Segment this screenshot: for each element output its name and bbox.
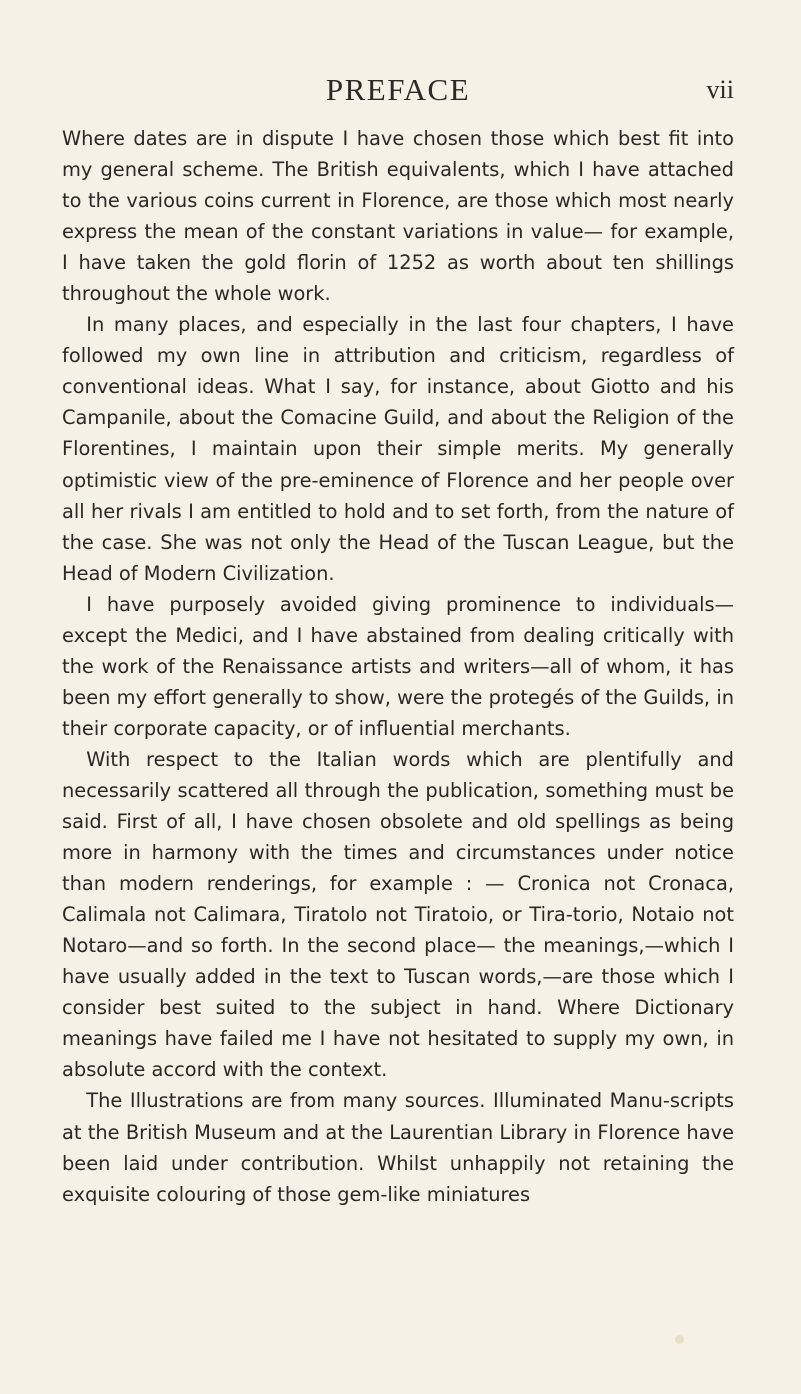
page-title: PREFACE [325, 72, 471, 107]
paragraph-individuals: I have purposely avoided giving prominence to individuals— except the Medici, and I have abstained from dealing critically with the work of the Renaissance artists and writers—all of whom, it has been my effort generally to show, were the protegés of the Guilds, in their corporate capacity, or of influential merchants. [62, 592, 734, 740]
running-head [62, 72, 734, 112]
body-text [62, 123, 734, 1210]
paragraph-italian-words: With respect to the Italian words which are plentifully and necessarily scattered all through the publication, something must be said. First of all, I have chosen obsolete and old spellings as being more in harmony with the times and circumstances under notice than modern renderings, for example : — Cronica not Cronaca, Calimala not Calimara, Tiratolo not Tiratoio, or Tira-torio, Notaio not Notaro—and so forth. In the second place— the meanings,—which I have usually added in the text to Tuscan words,—are those which I consider best suited to the subject in hand. Where Dictionary meanings have failed me I have not hesitated to supply my own, in absolute accord with the context. [62, 747, 734, 1082]
paragraph-illustrations: The Illustrations are from many sources. Illuminated Manu-scripts at the British Museum and at the Laurentian Library in Florence have been laid under contribution. Whilst unhappily not retaining the exquisite colouring of those gem-like miniatures [62, 1089, 734, 1206]
paragraph-dates: Where dates are in dispute I have chosen those which best fit into my general scheme. The British equivalents, which I have attached to the various coins current in Florence, are those which most nearly express the mean of the constant variations in value— for example, I have taken the gold florin of 1252 as worth about ten shillings throughout the whole work. [62, 127, 734, 306]
paper-speck [675, 1335, 684, 1344]
paragraph-attribution: In many places, and especially in the last four chapters, I have followed my own line in attribution and criticism, regardless of conventional ideas. What I say, for instance, about Giotto and his Campanile, about the Comacine Guild, and about the Religion of the Florentines, I maintain upon their simple merits. My generally optimistic view of the pre-eminence of Florence and her people over all her rivals I am entitled to hold and to set forth, from the nature of the case. She was not only the Head of the Tuscan League, but the Head of Modern Civilization. [62, 313, 734, 585]
page-number: vii [706, 75, 734, 104]
